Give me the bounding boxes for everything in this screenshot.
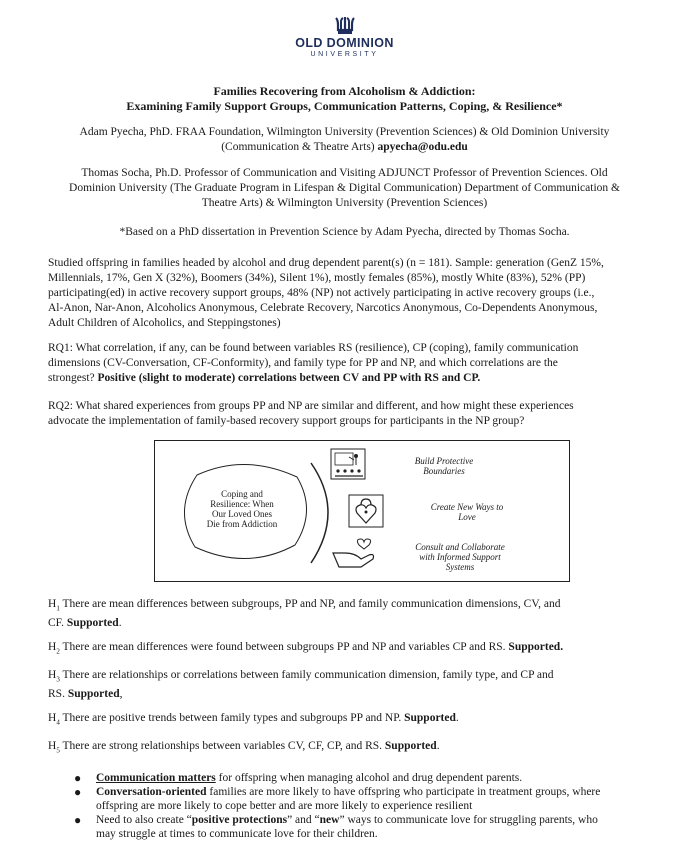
bullet-icon: ● xyxy=(74,813,82,827)
hypothesis-text: There are positive trends between family types and subgroups PP and NP. xyxy=(59,712,405,724)
paragraph-line: $H_2$ There are mean differences were found between subgroups PP and NP and variables CP and RS. Supported. xyxy=(48,641,564,656)
paragraph-line: $H_1$ There are mean differences between subgroups, PP and NP, and family communication dimensions, CV, and xyxy=(48,598,561,613)
paragraph-line xyxy=(48,371,647,386)
list-item xyxy=(72,813,652,841)
helping-hand-icon xyxy=(333,539,374,567)
hypothesis-5 xyxy=(48,739,641,758)
conclusions-list xyxy=(72,771,652,841)
diagram-text-line: Resilience: When xyxy=(210,499,274,509)
hypothesis-number: 2 xyxy=(56,647,60,656)
bullet-text: Need to also create “ xyxy=(96,814,192,826)
bullet-emphasis: Communication matters xyxy=(96,772,216,784)
hypothesis-text: CF. xyxy=(48,617,67,630)
hypothesis-result: Supported xyxy=(67,688,120,701)
diagram-text-line: Boundaries xyxy=(423,466,465,476)
bullet-text: for offspring when managing alcohol and drug dependent parents. xyxy=(215,772,523,784)
paragraph-line xyxy=(96,813,652,827)
bracket-arc xyxy=(311,463,328,563)
university-logo xyxy=(0,14,689,59)
diagram-text-line: Love xyxy=(458,512,476,522)
teaching-board-icon xyxy=(331,449,365,479)
author-email: apyecha@odu.edu xyxy=(377,141,468,153)
hypothesis-2 xyxy=(48,640,641,659)
list-item xyxy=(72,771,652,785)
title-line: Examining Family Support Groups, Communication Patterns, Coping, & Resilience* xyxy=(126,99,563,113)
bullet-emphasis: new xyxy=(319,814,340,826)
diagram-text-line: Die from Addiction xyxy=(206,519,278,529)
diagram-text-line: Build Protective xyxy=(414,456,474,466)
rq1-text: strongest? xyxy=(48,372,98,384)
author-line xyxy=(48,140,641,155)
label-protective-boundaries xyxy=(399,456,489,476)
author-line: Dominion University (The Graduate Program in Lifespan & Digital Communication) Department of Communication & xyxy=(69,182,620,194)
hypothesis-number: 1 xyxy=(56,604,60,613)
hypothesis-text: There are relationships or correlations between family communication dimension, family type, and CP and xyxy=(59,669,554,681)
paragraph-line: may struggle at times to communicate love for their children. xyxy=(96,828,378,840)
paragraph-line: RQ2: What shared experiences from groups PP and NP are similar and different, and how might these experiences xyxy=(48,400,574,412)
paragraph-line: participating(ed) in active recovery support groups, 48% (NP) not actively participating in active recovery groups (i.e., xyxy=(48,287,595,299)
label-consult-collaborate xyxy=(395,542,525,572)
logo-name: OLD DOMINION xyxy=(295,36,394,50)
logo-subtitle: UNIVERSITY xyxy=(310,51,379,58)
author-block-2 xyxy=(48,166,641,211)
paragraph-line xyxy=(96,785,652,799)
hypothesis-number: 4 xyxy=(56,718,60,727)
hypothesis-tail: , xyxy=(119,688,123,701)
author-line: Theatre Arts) & Wilmington University (Prevention Sciences) xyxy=(201,197,488,209)
author-line: Thomas Socha, Ph.D. Professor of Communication and Visiting ADJUNCT Professor of Prevention Sciences. Old xyxy=(81,167,608,179)
bullet-icon: ● xyxy=(74,771,82,785)
diagram-text-line: with Informed Support xyxy=(419,552,501,562)
diagram-text-line: Our Loved Ones xyxy=(212,509,272,519)
sample-paragraph xyxy=(48,256,647,331)
paragraph-line xyxy=(48,616,641,631)
hypothesis-text: There are mean differences were found between subgroups PP and NP and variables CP and RS. xyxy=(59,641,509,653)
paragraph-line: Millennials, 17%, Gen X (32%), Boomers (34%), Silent 1%), mostly females (85%), mostly White (83%), 52% (PP) xyxy=(48,272,586,284)
author-line: Adam Pyecha, PhD. FRAA Foundation, Wilmington University (Prevention Sciences) & Old Dominion University xyxy=(79,126,610,138)
paragraph-line: RQ1: What correlation, if any, can be found between variables RS (resilience), CP (coping), family communication xyxy=(48,342,579,354)
hypothesis-text: There are mean differences between subgroups, PP and NP, and family communication dimensions, CV, and xyxy=(59,598,561,610)
bullet-emphasis: Conversation-oriented xyxy=(96,786,207,798)
paragraph-line: $H_4$ There are positive trends between family types and subgroups PP and NP. Supported. xyxy=(48,712,459,727)
paragraph-line: advocate the implementation of family-based recovery support groups for participants in the NP group? xyxy=(48,415,525,427)
center-circle-label xyxy=(183,489,301,529)
hypothesis-result: Supported. xyxy=(508,641,564,653)
heart-lock-icon xyxy=(349,495,383,527)
diagram-text-line: Coping and xyxy=(221,489,263,499)
bullet-text: ” ways to communicate love for struggling parents, who xyxy=(339,814,598,826)
hypothesis-tail: . xyxy=(118,617,122,630)
bullet-icon: ● xyxy=(74,785,82,799)
hypothesis-text: RS. xyxy=(48,688,68,701)
paragraph-line: Studied offspring in families headed by alcohol and drug dependent parent(s) (n = 181). Sample: generation (GenZ 15%, xyxy=(48,257,604,269)
bullet-emphasis: positive protections xyxy=(191,814,288,826)
diagram-text-line: Systems xyxy=(445,562,475,572)
paragraph-line: offspring are more likely to cope better and are more likely to experience resilient xyxy=(96,800,473,812)
paragraph-line xyxy=(48,687,641,702)
author-block-1 xyxy=(48,125,641,155)
hypothesis-result: Supported xyxy=(384,740,437,752)
document-title xyxy=(40,84,649,114)
hypothesis-4 xyxy=(48,711,641,730)
rq1-paragraph xyxy=(48,341,647,386)
diagram-text-line: Create New Ways to xyxy=(430,502,504,512)
hypothesis-text: There are strong relationships between variables CV, CF, CP, and RS. xyxy=(59,740,385,752)
diagram-text-line: Consult and Collaborate xyxy=(415,542,505,552)
hypothesis-result: Supported xyxy=(404,712,456,724)
hypothesis-number: 5 xyxy=(56,746,60,755)
crown-icon xyxy=(334,14,356,36)
hypothesis-number: 3 xyxy=(56,675,60,684)
paragraph-line: $H_5$ There are strong relationships between variables CV, CF, CP, and RS. Supported. xyxy=(48,740,440,755)
rq2-paragraph xyxy=(48,399,647,429)
concept-diagram xyxy=(154,440,570,582)
title-line: Families Recovering from Alcoholism & Addiction: xyxy=(213,84,476,98)
hypothesis-3 xyxy=(48,668,641,702)
label-new-ways-to-love xyxy=(417,502,517,522)
bullet-text: families are more likely to have offspring who participate in treatment groups, where xyxy=(206,786,601,798)
list-item xyxy=(72,785,652,813)
rq1-finding: Positive (slight to moderate) correlations between CV and PP with RS and CP. xyxy=(97,372,481,384)
bullet-text: ” and “ xyxy=(287,814,320,826)
hypothesis-tail: . xyxy=(436,740,440,752)
hypothesis-result: Supported xyxy=(66,617,119,630)
footnote: *Based on a PhD dissertation in Prevention Science by Adam Pyecha, directed by Thomas Socha. xyxy=(119,226,570,238)
hypothesis-1 xyxy=(48,597,641,631)
paragraph-line: $H_3$ There are relationships or correlations between family communication dimension, family type, and CP and xyxy=(48,669,554,684)
paragraph-line: dimensions (CV-Conversation, CF-Conformity), and family type for PP and NP, and which correlations are the xyxy=(48,357,558,369)
hypothesis-tail: . xyxy=(455,712,459,724)
paragraph-line: Adult Children of Alcoholics, and Steppingstones) xyxy=(48,317,281,329)
author-affiliation: (Communication & Theatre Arts) xyxy=(221,141,378,153)
paragraph-line: Al-Anon, Nar-Anon, Alcoholics Anonymous, Celebrate Recovery, Narcotics Anonymous, Co-Dependents Anonymous, xyxy=(48,302,598,314)
